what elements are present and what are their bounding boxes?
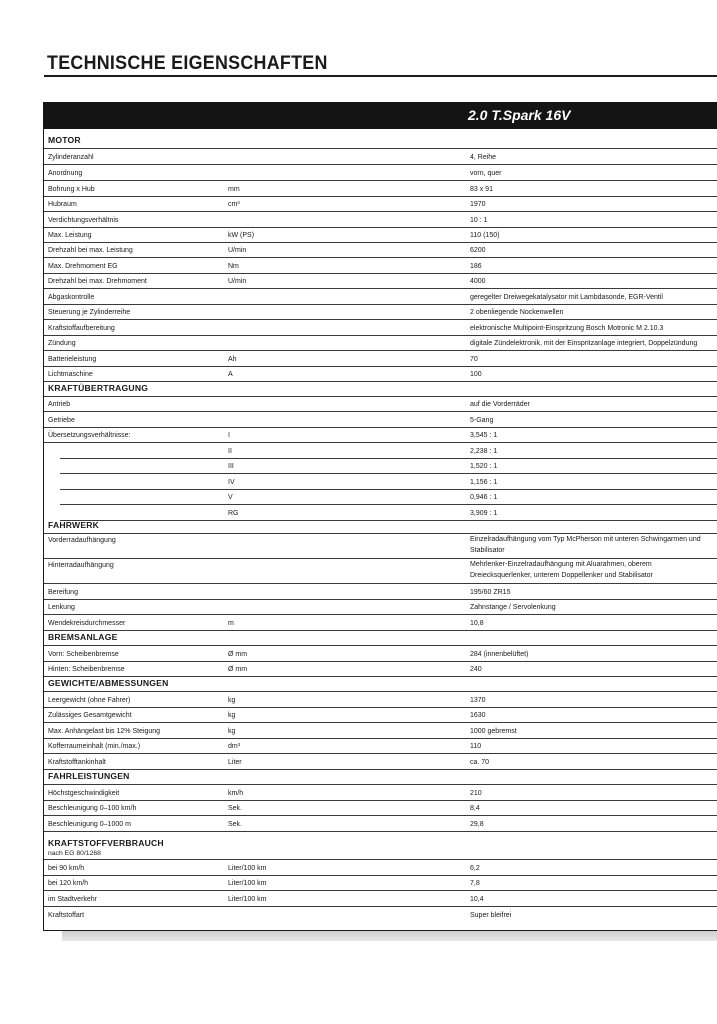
spec-sheet bbox=[43, 102, 717, 931]
spec-value: 1370 bbox=[470, 697, 486, 704]
section-header bbox=[44, 129, 717, 149]
spec-row bbox=[44, 723, 717, 739]
spec-label: Getriebe bbox=[48, 417, 75, 424]
spec-value: 10,8 bbox=[470, 620, 484, 627]
spec-row bbox=[44, 197, 717, 212]
spec-label: im Stadtverkehr bbox=[48, 896, 98, 903]
spec-row bbox=[44, 258, 717, 274]
section-header bbox=[44, 631, 717, 646]
section-title: KRAFTSTOFFVERBRAUCH bbox=[48, 838, 164, 848]
section-title: MOTOR bbox=[48, 135, 81, 145]
spec-unit: mm bbox=[228, 186, 240, 193]
spec-unit: dm³ bbox=[228, 743, 241, 750]
spec-label: Beschleunigung 0–1000 m bbox=[48, 821, 131, 828]
spec-value: 70 bbox=[470, 356, 478, 363]
spec-row bbox=[44, 305, 717, 320]
spec-value: 10 : 1 bbox=[470, 217, 488, 224]
spec-row bbox=[44, 584, 717, 600]
spec-unit: A bbox=[228, 371, 233, 378]
spec-row bbox=[44, 212, 717, 228]
spec-row bbox=[44, 397, 717, 412]
spec-label: Drehzahl bei max. Leistung bbox=[48, 247, 133, 254]
spec-unit: U/min bbox=[228, 278, 247, 285]
spec-label: Max. Anhängelast bis 12% Steigung bbox=[48, 728, 161, 735]
section-title: GEWICHTE/ABMESSUNGEN bbox=[48, 678, 169, 688]
spec-value: 210 bbox=[470, 790, 482, 797]
spec-label: bei 120 km/h bbox=[48, 880, 89, 887]
spec-value: 110 bbox=[470, 743, 482, 750]
spec-value: Super bleifrei bbox=[470, 912, 512, 919]
spec-row bbox=[44, 149, 717, 165]
section-title: BREMSANLAGE bbox=[48, 632, 118, 642]
spec-unit: kg bbox=[228, 728, 236, 735]
spec-value: ca. 70 bbox=[470, 759, 490, 766]
section-header bbox=[44, 521, 717, 534]
spec-unit: cm³ bbox=[228, 201, 240, 208]
spec-value: Einzelradaufhängung vom Typ McPherson mit unteren Schwingarmen und Stabilisator bbox=[470, 536, 701, 554]
spec-label: Anordnung bbox=[48, 170, 83, 177]
spec-label: Antrieb bbox=[48, 401, 71, 408]
spec-label: Zylinderanzahl bbox=[48, 154, 94, 161]
spec-value: elektronische Multipoint-Einspritzung Bosch Motronic M 2.10.3 bbox=[470, 325, 664, 332]
page-title: TECHNISCHE EIGENSCHAFTEN bbox=[47, 53, 328, 74]
spec-row bbox=[44, 615, 717, 631]
spec-row bbox=[60, 443, 717, 459]
spec-unit: Ah bbox=[228, 356, 237, 363]
spec-label: Abgaskontrolle bbox=[48, 294, 95, 301]
spec-label: Vorn: Scheibenbremse bbox=[48, 651, 119, 658]
spec-label: Wendekreisdurchmesser bbox=[48, 620, 126, 627]
spec-value: auf die Vorderräder bbox=[470, 401, 530, 408]
spec-value: digitale Zündelektronik, mit der Einspritzanlage integriert, Doppelzündung bbox=[470, 340, 698, 347]
spec-unit: III bbox=[228, 463, 234, 470]
spec-value: 1970 bbox=[470, 201, 486, 208]
spec-unit: Ø mm bbox=[228, 651, 248, 658]
spec-row bbox=[44, 289, 717, 305]
spec-label: Bereifung bbox=[48, 589, 78, 596]
spec-row bbox=[60, 505, 717, 521]
spec-row bbox=[44, 754, 717, 770]
spec-value: vorn, quer bbox=[470, 170, 502, 177]
spec-unit: I bbox=[228, 432, 230, 439]
model-name: 2.0 T.Spark 16V bbox=[468, 107, 571, 123]
spec-row bbox=[44, 816, 717, 832]
spec-unit: kW (PS) bbox=[228, 232, 255, 239]
spec-value: 1,156 : 1 bbox=[470, 479, 498, 486]
spec-value: 110 (150) bbox=[470, 232, 500, 239]
spec-table bbox=[44, 102, 717, 931]
spec-value: 29,8 bbox=[470, 821, 484, 828]
spec-value: Zahnstange / Servolenkung bbox=[470, 604, 556, 611]
spec-label: Zündung bbox=[48, 340, 76, 347]
spec-value: 3,909 : 1 bbox=[470, 510, 498, 517]
spec-unit: IV bbox=[228, 479, 235, 486]
spec-label: Kraftstoffaufbereitung bbox=[48, 325, 115, 332]
spec-unit: Sek. bbox=[228, 805, 243, 812]
spec-row bbox=[44, 165, 717, 181]
spec-value: 0,946 : 1 bbox=[470, 494, 498, 501]
spec-unit: kg bbox=[228, 697, 236, 704]
spec-label: Zulässiges Gesamtgewicht bbox=[48, 712, 132, 719]
spec-unit: II bbox=[228, 448, 232, 455]
spec-value: 6200 bbox=[470, 247, 486, 254]
spec-value: 100 bbox=[470, 371, 482, 378]
spec-label: Hinten: Scheibenbremse bbox=[48, 666, 125, 673]
spec-value: 6,2 bbox=[470, 865, 480, 872]
spec-value: 284 (innenbelüftet) bbox=[470, 651, 529, 658]
spec-unit: V bbox=[228, 494, 233, 501]
spec-row bbox=[44, 181, 717, 197]
spec-label: Beschleunigung 0–100 km/h bbox=[48, 805, 137, 812]
section-header bbox=[44, 832, 717, 860]
spec-row bbox=[44, 336, 717, 351]
spec-value: 10,4 bbox=[470, 896, 484, 903]
spec-unit: Sek. bbox=[228, 821, 243, 828]
spec-row bbox=[44, 891, 717, 907]
spec-row bbox=[44, 559, 717, 584]
spec-row bbox=[44, 428, 717, 443]
spec-unit: Liter bbox=[228, 759, 242, 766]
spec-label: Vorderradaufhängung bbox=[48, 537, 116, 544]
spec-unit: Ø mm bbox=[228, 666, 248, 673]
spec-unit: km/h bbox=[228, 790, 244, 797]
spec-label: Höchstgeschwindigkeit bbox=[48, 790, 120, 797]
spec-value: 7,8 bbox=[470, 880, 480, 887]
spec-label: Lenkung bbox=[48, 604, 75, 611]
spec-row bbox=[44, 367, 717, 382]
section-subtitle: nach EG 80/1268 bbox=[48, 850, 101, 857]
spec-value: geregelter Dreiwegekatalysator mit Lambdasonde, EGR-Ventil bbox=[470, 294, 663, 301]
spec-row bbox=[44, 907, 717, 922]
spec-label: Max. Leistung bbox=[48, 232, 92, 239]
spec-label: Kofferraumeinhalt (min./max.) bbox=[48, 743, 141, 750]
spec-value: 5-Gang bbox=[470, 417, 494, 424]
page-shadow bbox=[62, 931, 717, 941]
spec-value: Mehrlenker-Einzelradaufhängung mit Aluarahmen, oberem Dreiecksquerlenker, unterem Doppellenker und Stabilisator bbox=[470, 561, 653, 579]
spec-row bbox=[44, 708, 717, 723]
spec-label: Verdichtungsverhältnis bbox=[48, 217, 119, 224]
spec-value: 186 bbox=[470, 263, 482, 270]
spec-unit: RG bbox=[228, 510, 239, 517]
spec-row bbox=[44, 228, 717, 243]
section-title: FAHRWERK bbox=[48, 520, 100, 530]
spec-row bbox=[44, 320, 717, 336]
spec-label: Kraftstoffart bbox=[48, 912, 85, 919]
spec-row bbox=[44, 739, 717, 754]
spec-unit: Liter/100 km bbox=[228, 880, 267, 887]
spec-row bbox=[44, 274, 717, 289]
spec-row bbox=[44, 876, 717, 891]
spec-value: 8,4 bbox=[470, 805, 480, 812]
spec-value: 4000 bbox=[470, 278, 486, 285]
spec-unit: m bbox=[228, 620, 234, 627]
spec-row bbox=[44, 412, 717, 428]
spec-label: bei 90 km/h bbox=[48, 865, 85, 872]
spec-row bbox=[44, 534, 717, 559]
spec-unit: Liter/100 km bbox=[228, 896, 267, 903]
spec-value: 240 bbox=[470, 666, 482, 673]
spec-value: 2,238 : 1 bbox=[470, 448, 498, 455]
spec-row bbox=[60, 459, 717, 474]
spec-row bbox=[60, 474, 717, 490]
section-title: KRAFTÜBERTRAGUNG bbox=[48, 383, 149, 393]
spec-label: Kraftstofftankinhalt bbox=[48, 759, 106, 766]
spec-unit: Liter/100 km bbox=[228, 865, 267, 872]
spec-row bbox=[44, 785, 717, 801]
spec-label: Leergewicht (ohne Fahrer) bbox=[48, 697, 131, 704]
spec-row bbox=[44, 801, 717, 816]
spec-row bbox=[44, 243, 717, 258]
spec-unit: Nm bbox=[228, 263, 239, 270]
spec-label: Hubraum bbox=[48, 201, 77, 208]
spec-value: 4, Reihe bbox=[470, 154, 497, 161]
spec-value: 83 x 91 bbox=[470, 186, 493, 193]
spec-row bbox=[44, 600, 717, 615]
title-rule bbox=[44, 75, 717, 77]
spec-row bbox=[44, 692, 717, 708]
spec-row bbox=[44, 662, 717, 677]
section-header bbox=[44, 677, 717, 692]
spec-label: Lichtmaschine bbox=[48, 371, 93, 378]
section-header bbox=[44, 770, 717, 785]
spec-label: Drehzahl bei max. Drehmoment bbox=[48, 278, 147, 285]
spec-label: Max. Drehmoment EG bbox=[48, 263, 118, 270]
spec-value: 2 obenliegende Nockenwellen bbox=[470, 309, 564, 316]
spec-value: 1,520 : 1 bbox=[470, 463, 498, 470]
spec-label: Bohrung x Hub bbox=[48, 186, 95, 193]
spec-row bbox=[44, 646, 717, 662]
spec-label: Hinterradaufhängung bbox=[48, 562, 114, 569]
spec-label: Batterieleistung bbox=[48, 356, 97, 363]
section-header bbox=[44, 382, 717, 397]
spec-unit: kg bbox=[228, 712, 236, 719]
spec-value: 3,545 : 1 bbox=[470, 432, 498, 439]
spec-label: Steuerung je Zylinderreihe bbox=[48, 309, 131, 316]
spec-value: 195/60 ZR15 bbox=[470, 589, 511, 596]
spec-value: 1000 gebremst bbox=[470, 728, 517, 735]
spec-unit: U/min bbox=[228, 247, 247, 254]
spec-row bbox=[60, 490, 717, 505]
spec-row bbox=[44, 351, 717, 367]
section-title: FAHRLEISTUNGEN bbox=[48, 771, 130, 781]
spec-value: 1630 bbox=[470, 712, 486, 719]
spec-label: Übersetzungsverhältnisse: bbox=[48, 432, 131, 439]
spec-row bbox=[44, 860, 717, 876]
